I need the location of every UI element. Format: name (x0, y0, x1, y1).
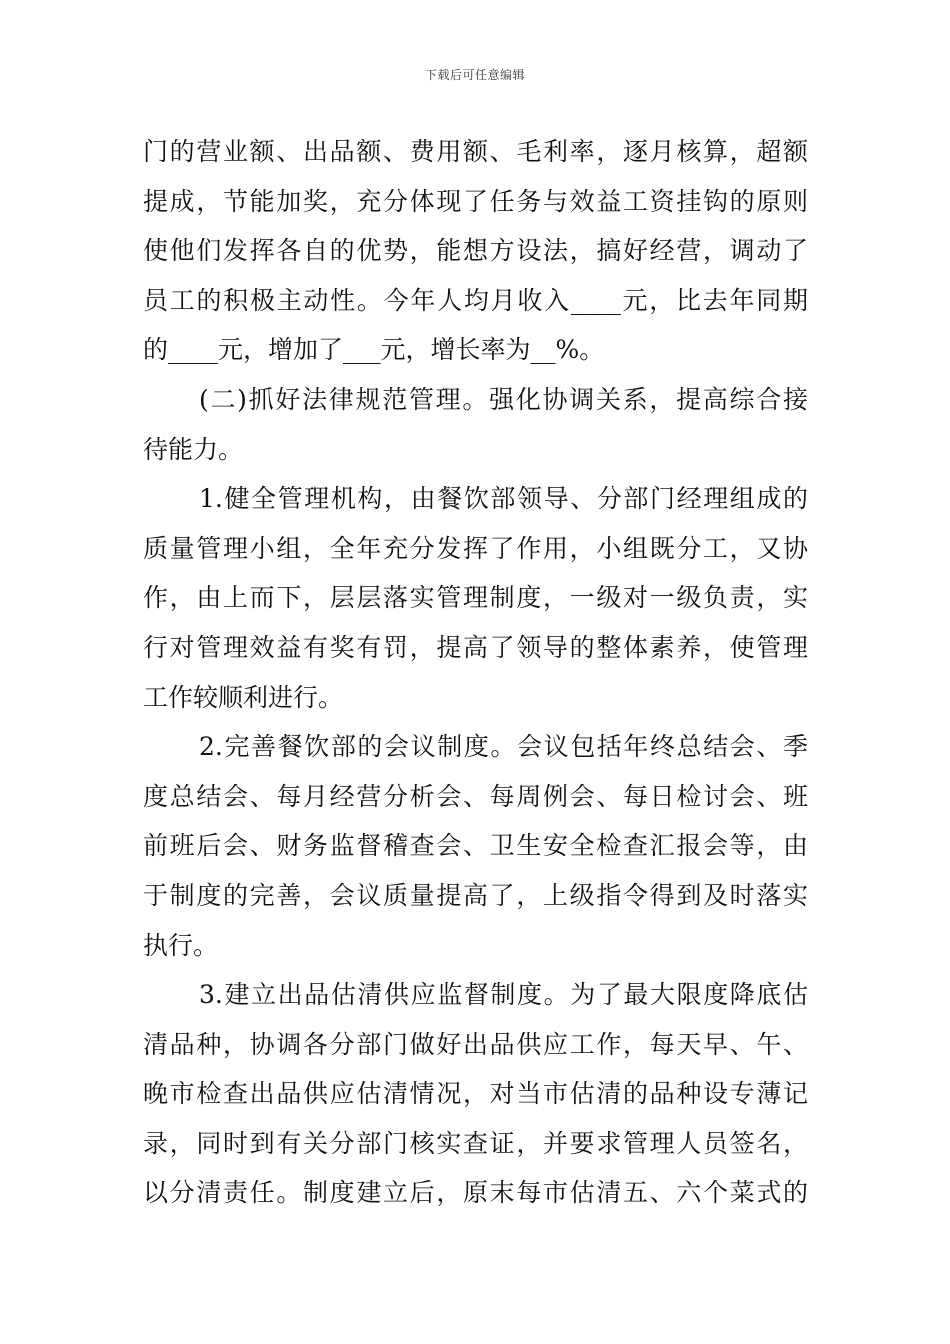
text-line: 执行。 (143, 930, 219, 960)
text-line: 1.健全管理机构，由餐饮部领导、分部门经理组成的 (199, 484, 808, 514)
text-line: 以分清责任。制度建立后，原末每市估清五、六个菜式的 (143, 1178, 808, 1208)
text-line: 作，由上而下，层层落实管理制度，一级对一级负责，实 (143, 583, 808, 613)
text-line: 使他们发挥各自的优势，能想方设法，搞好经营，调动了 (143, 236, 808, 266)
text-line: (二)抓好法律规范管理。强化协调关系，提高综合接 (199, 384, 808, 414)
text-line: 录，同时到有关分部门核实查证，并要求管理人员签名， (143, 1128, 808, 1158)
text-line: 提成，节能加奖，充分体现了任务与效益工资挂钩的原则 (143, 186, 808, 216)
text-line: 度总结会、每月经营分析会、每周例会、每日检讨会、班 (143, 781, 808, 811)
text-line: 行对管理效益有奖有罚，提高了领导的整体素养，使管理 (143, 632, 808, 662)
text-line: 前班后会、财务监督稽查会、卫生安全检查汇报会等，由 (143, 831, 808, 861)
text-line: 的____元，增加了___元，增长率为__%。 (143, 335, 605, 365)
text-line: 员工的积极主动性。今年人均月收入____元，比去年同期 (143, 285, 808, 315)
text-line: 3.建立出品估清供应监督制度。为了最大限度降底估 (199, 980, 808, 1010)
text-line: 质量管理小组，全年充分发挥了作用，小组既分工，又协 (143, 533, 808, 563)
text-line: 门的营业额、出品额、费用额、毛利率，逐月核算，超额 (143, 137, 808, 166)
text-line: 于制度的完善，会议质量提高了，上级指令得到及时落实 (143, 880, 808, 910)
text-line: 待能力。 (143, 434, 244, 464)
text-line: 晚市检查出品供应估清情况，对当市估清的品种设专薄记 (143, 1079, 808, 1109)
text-line: 2.完善餐饮部的会议制度。会议包括年终总结会、季 (199, 732, 808, 762)
text-line: 工作较顺利进行。 (143, 682, 344, 712)
text-line: 清品种，协调各分部门做好出品供应工作，每天早、午、 (143, 1029, 808, 1059)
page-header: 下载后可任意编辑 (424, 68, 525, 82)
body-text (143, 127, 808, 1218)
